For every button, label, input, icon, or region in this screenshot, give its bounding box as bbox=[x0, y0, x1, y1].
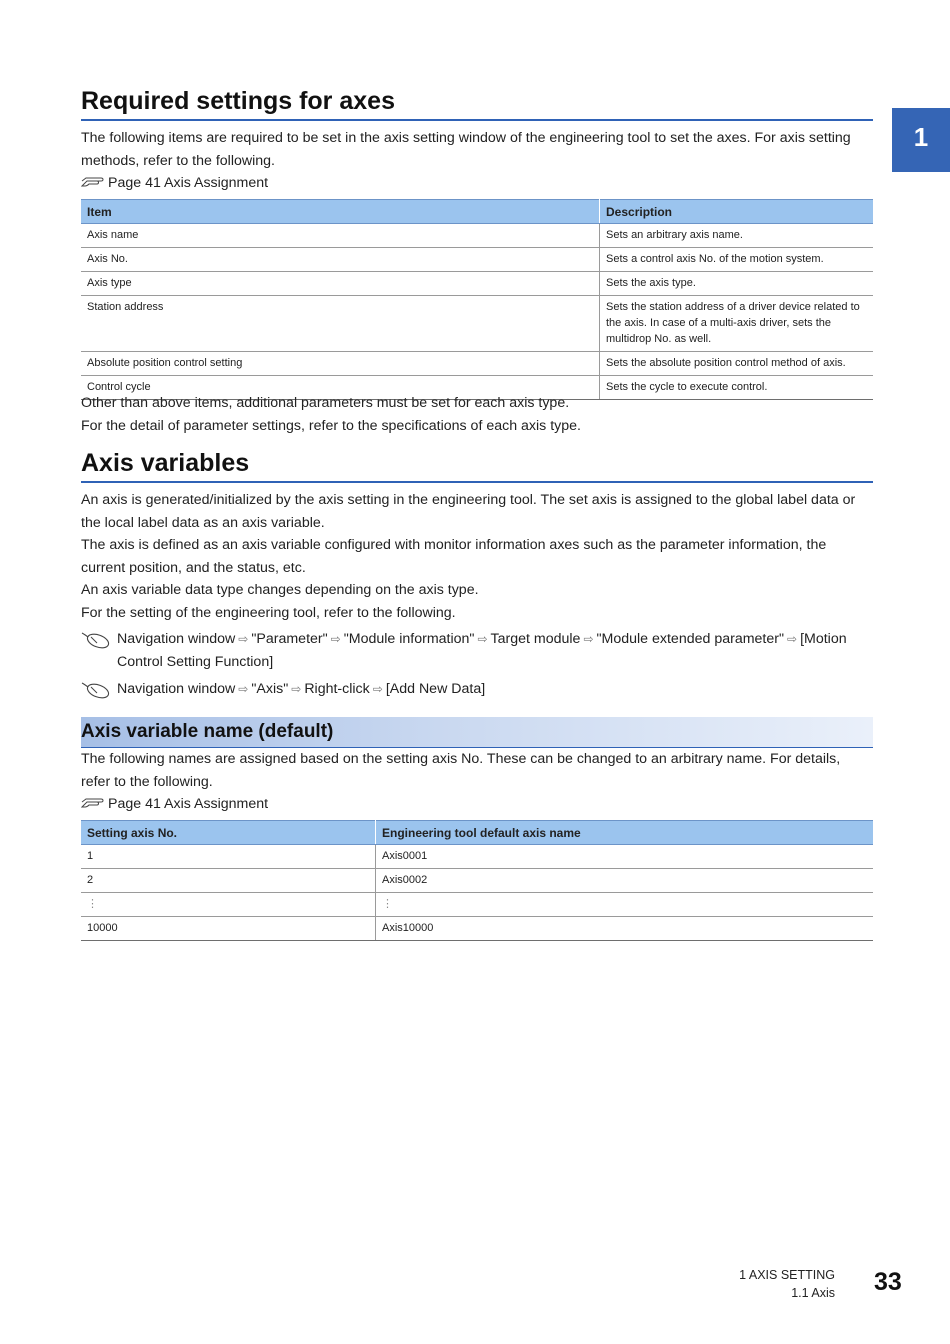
description-cell: Sets a control axis No. of the motion system. bbox=[600, 248, 874, 272]
table-row bbox=[81, 352, 873, 376]
after-line-2: For the detail of parameter settings, refer to the specifications of each axis type. bbox=[81, 417, 581, 434]
item-cell: Station address bbox=[81, 296, 600, 352]
column-header-description: Description bbox=[600, 200, 874, 224]
intro-line-1: The following items are required to be set in the axis setting window of the engineering tool to set the axes. For axis setting bbox=[81, 130, 851, 146]
nav1-step-parameter: "Parameter" bbox=[251, 631, 328, 647]
description-cell: Sets the axis type. bbox=[600, 272, 874, 296]
column-header-setting-axis-no: Setting axis No. bbox=[81, 821, 376, 845]
axis-name-cell: Axis0001 bbox=[376, 845, 874, 869]
arrow-icon: ⇨ bbox=[291, 682, 302, 696]
section-title-required-settings: Required settings for axes bbox=[81, 86, 873, 121]
page-number: 33 bbox=[874, 1268, 902, 1296]
nav2-step-axis: "Axis" bbox=[251, 681, 289, 697]
after-table-paragraph bbox=[81, 392, 873, 437]
arrow-icon: ⇨ bbox=[238, 682, 249, 696]
nav1-step-motion: [Motion bbox=[800, 631, 847, 647]
table-row bbox=[81, 869, 873, 893]
table-row bbox=[81, 272, 873, 296]
section-title-axis-variables: Axis variables bbox=[81, 448, 873, 483]
chapter-tab: 1 bbox=[892, 108, 950, 172]
nav2-step-navigation-window: Navigation window bbox=[117, 681, 236, 697]
axis-no-cell: 1 bbox=[81, 845, 376, 869]
column-header-default-axis-name: Engineering tool default axis name bbox=[376, 821, 874, 845]
navigation-path-1 bbox=[81, 628, 873, 673]
table-row bbox=[81, 224, 873, 248]
navigation-path-2 bbox=[81, 678, 873, 701]
axis-no-cell: 10000 bbox=[81, 917, 376, 941]
axis-variables-line-6: For the setting of the engineering tool, refer to the following. bbox=[81, 604, 456, 621]
item-cell: Axis name bbox=[81, 224, 600, 248]
item-cell: Axis No. bbox=[81, 248, 600, 272]
nav1-step-target-module: Target module bbox=[490, 631, 581, 647]
arrow-icon: ⇨ bbox=[583, 632, 594, 646]
axis-variables-line-2: the local label data as an axis variable. bbox=[81, 514, 325, 531]
mouse-icon bbox=[81, 681, 111, 699]
item-cell: Absolute position control setting bbox=[81, 352, 600, 376]
item-cell: Control cycle bbox=[81, 376, 600, 400]
axis-variables-line-5: An axis variable data type changes depending on the axis type. bbox=[81, 582, 479, 598]
footer-section: 1.1 Axis bbox=[791, 1286, 835, 1300]
nav2-step-add-new-data: [Add New Data] bbox=[385, 681, 486, 697]
table-row bbox=[81, 248, 873, 272]
nav1-step-module-extended-parameter: "Module extended parameter" bbox=[596, 631, 785, 647]
pointing-hand-icon bbox=[81, 174, 105, 188]
description-cell: Sets the cycle to execute control. bbox=[600, 376, 874, 400]
table-row bbox=[81, 893, 873, 917]
table-row bbox=[81, 845, 873, 869]
item-cell: Axis type bbox=[81, 272, 600, 296]
default-axis-name-table bbox=[81, 820, 873, 941]
mouse-icon bbox=[81, 631, 111, 649]
pointing-hand-icon bbox=[81, 795, 105, 809]
nav2-step-right-click: Right-click bbox=[304, 681, 370, 697]
arrow-icon: ⇨ bbox=[330, 632, 341, 646]
page-reference-text: Page 41 Axis Assignment bbox=[108, 796, 269, 812]
page-reference-text: Page 41 Axis Assignment bbox=[108, 175, 269, 191]
arrow-icon: ⇨ bbox=[787, 632, 798, 646]
nav1-step-motion-control-setting-function: Control Setting Function] bbox=[117, 653, 274, 670]
table-header-row bbox=[81, 200, 873, 224]
page-reference-link[interactable] bbox=[81, 172, 268, 194]
description-cell: Sets an arbitrary axis name. bbox=[600, 224, 874, 248]
intro-line-2: methods, refer to the following. bbox=[81, 152, 275, 169]
column-header-item: Item bbox=[81, 200, 600, 224]
table-row bbox=[81, 917, 873, 941]
required-settings-table bbox=[81, 199, 873, 400]
table-row bbox=[81, 296, 873, 352]
description-cell: Sets the station address of a driver device related to the axis. In case of a multi-axis driver, sets the multidrop No. as well. bbox=[600, 296, 874, 352]
page-reference-link[interactable] bbox=[81, 793, 268, 815]
axis-variables-line-1: An axis is generated/initialized by the axis setting in the engineering tool. The set axis is assigned to the global label data or bbox=[81, 492, 856, 508]
nav1-step-module-information: "Module information" bbox=[343, 631, 475, 647]
arrow-icon: ⇨ bbox=[238, 632, 249, 646]
axis-name-cell: Axis0002 bbox=[376, 869, 874, 893]
description-cell: Sets the absolute position control method of axis. bbox=[600, 352, 874, 376]
footer-chapter: 1 AXIS SETTING bbox=[739, 1268, 835, 1282]
axis-variables-paragraph bbox=[81, 489, 873, 624]
axis-name-cell: ⋮ bbox=[376, 893, 874, 917]
axis-name-cell: Axis10000 bbox=[376, 917, 874, 941]
axis-no-cell: ⋮ bbox=[81, 893, 376, 917]
arrow-icon: ⇨ bbox=[477, 632, 488, 646]
after-line-1: Other than above items, additional parameters must be set for each axis type. bbox=[81, 395, 570, 411]
axis-variable-name-line-1: The following names are assigned based on the setting axis No. These can be changed to an arbitrary name. For details, bbox=[81, 751, 841, 767]
table-header-row bbox=[81, 821, 873, 845]
axis-variables-line-4: current position, and the status, etc. bbox=[81, 559, 306, 576]
nav1-step-navigation-window: Navigation window bbox=[117, 631, 236, 647]
axis-no-cell: 2 bbox=[81, 869, 376, 893]
axis-variables-line-3: The axis is defined as an axis variable configured with monitor information axes such as the parameter information, the bbox=[81, 537, 827, 553]
intro-paragraph bbox=[81, 127, 873, 172]
axis-variable-name-line-2: refer to the following. bbox=[81, 773, 213, 790]
axis-variable-name-paragraph bbox=[81, 748, 873, 793]
subsection-title-axis-variable-name: Axis variable name (default) bbox=[81, 717, 873, 748]
arrow-icon: ⇨ bbox=[372, 682, 383, 696]
